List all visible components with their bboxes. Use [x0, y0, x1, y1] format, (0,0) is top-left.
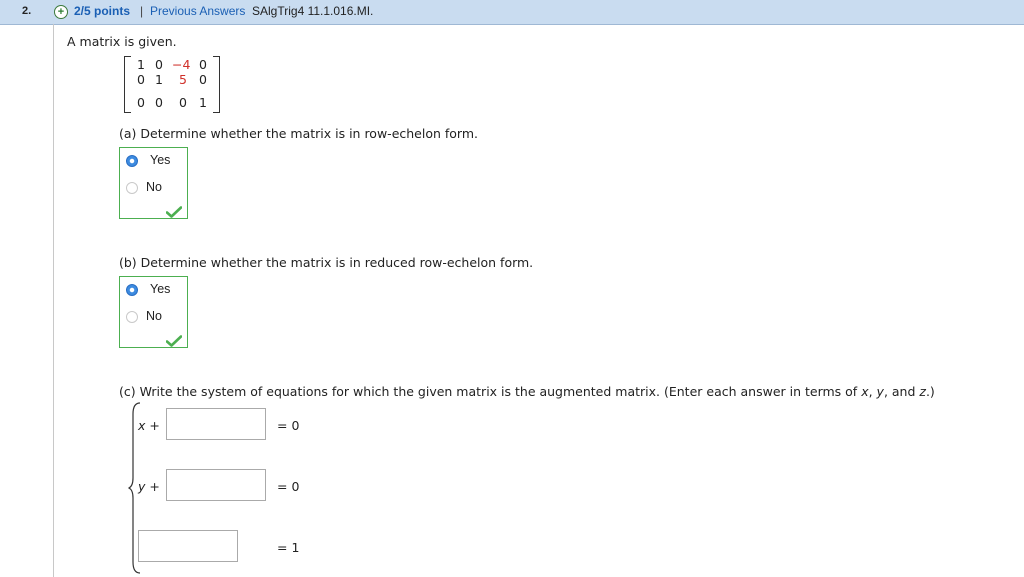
matrix-cell: −4 — [172, 57, 191, 72]
part-c-question-prefix: (c) Write the system of equations for which the given matrix is the augmented matrix. (Enter each answer in terms of — [119, 384, 862, 399]
part-a-answer-box — [119, 147, 188, 219]
matrix-cell: 0 — [155, 95, 163, 110]
part-c-comma-2: , and — [883, 384, 920, 399]
part-b-no-label[interactable]: No — [146, 309, 162, 323]
matrix-cell: 1 — [199, 95, 207, 110]
part-c-question-suffix: .) — [925, 384, 935, 399]
part-a-question: (a) Determine whether the matrix is in row-echelon form. — [119, 126, 479, 141]
part-a-yes-label[interactable]: Yes — [150, 153, 171, 167]
part-b-yes-label[interactable]: Yes — [150, 282, 171, 296]
matrix-right-bracket — [213, 56, 220, 113]
matrix-cell: 1 — [137, 57, 145, 72]
points-score: 2/5 points — [74, 4, 131, 18]
part-b-yes-radio[interactable] — [126, 284, 138, 296]
part-c-comma-1: , — [868, 384, 877, 399]
matrix-left-bracket — [124, 56, 131, 113]
part-b-answer-box — [119, 276, 188, 348]
header-separator: | — [140, 4, 144, 18]
var-y: y — [876, 384, 884, 399]
matrix-cell: 0 — [137, 95, 145, 110]
part-a-no-radio[interactable] — [126, 182, 138, 194]
equation-1-lead — [138, 418, 160, 433]
previous-answers-link[interactable]: Previous Answers — [150, 4, 246, 18]
matrix-cell: 0 — [137, 72, 145, 87]
equation-1-plus: + — [145, 418, 160, 433]
equation-2-var: y — [138, 479, 146, 494]
matrix-cell: 0 — [179, 95, 187, 110]
part-a-no-label[interactable]: No — [146, 180, 162, 194]
question-id: SAlgTrig4 11.1.016.MI. — [252, 4, 374, 18]
matrix-cell: 5 — [179, 72, 187, 87]
content-left-rule — [53, 24, 54, 577]
matrix-cell: 0 — [199, 57, 207, 72]
equation-1-input[interactable] — [166, 408, 266, 440]
var-x: x — [861, 384, 869, 399]
correct-check-icon — [166, 335, 182, 347]
equation-3-input[interactable] — [138, 530, 238, 562]
part-b-question: (b) Determine whether the matrix is in reduced row-echelon form. — [119, 255, 534, 270]
question-number: 2. — [22, 5, 32, 17]
expand-plus-icon[interactable]: + — [54, 5, 68, 19]
matrix-cell: 0 — [155, 57, 163, 72]
equation-2-rhs: = 0 — [277, 479, 300, 494]
equation-1-rhs: = 0 — [277, 418, 300, 433]
part-b-no-radio[interactable] — [126, 311, 138, 323]
equation-2-input[interactable] — [166, 469, 266, 501]
equation-3-rhs: = 1 — [277, 540, 300, 555]
equation-2-lead — [138, 479, 160, 494]
part-c-question — [119, 384, 935, 399]
question-header — [0, 0, 1024, 25]
equation-1-var: x — [138, 418, 146, 433]
part-a-yes-radio[interactable] — [126, 155, 138, 167]
equation-2-plus: + — [145, 479, 160, 494]
var-z: z — [919, 384, 926, 399]
intro-text: A matrix is given. — [67, 34, 177, 49]
correct-check-icon — [166, 206, 182, 218]
matrix-cell: 0 — [199, 72, 207, 87]
matrix-cell: 1 — [155, 72, 163, 87]
augmented-matrix — [124, 56, 220, 112]
